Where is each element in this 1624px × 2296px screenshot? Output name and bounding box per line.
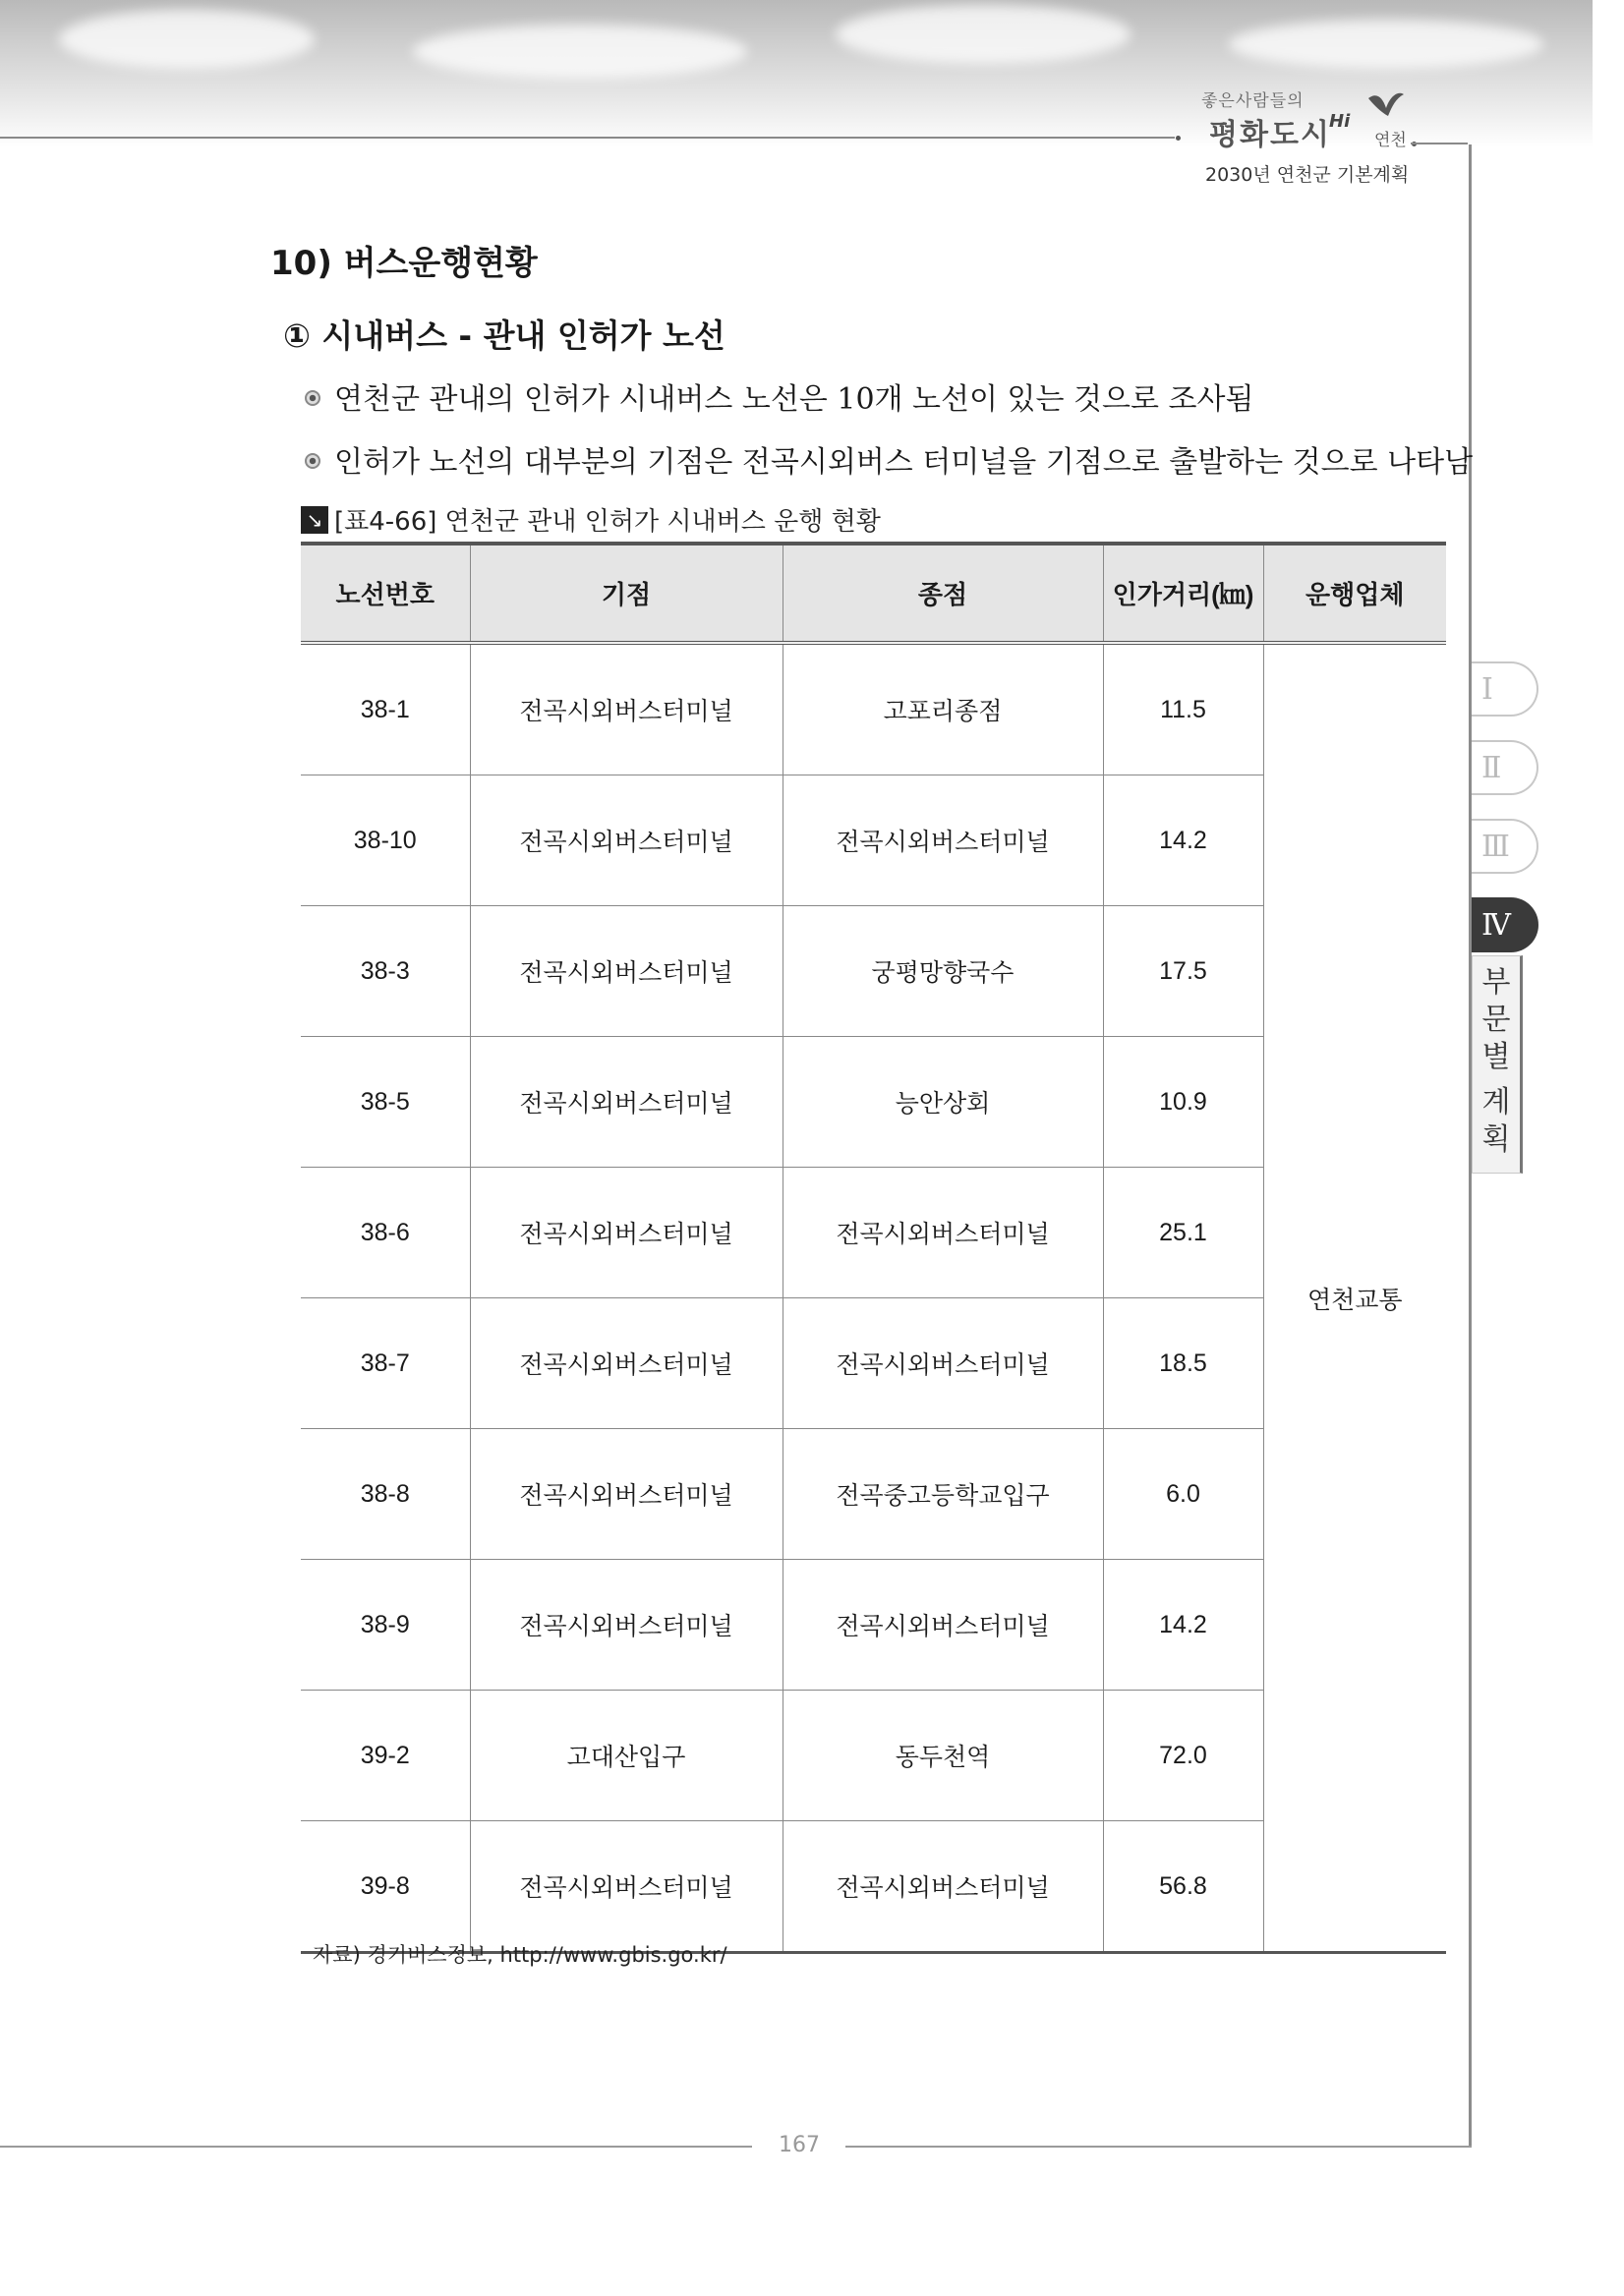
end-point-cell: 전곡시외버스터미널 — [783, 1560, 1103, 1691]
page-number: 167 — [779, 2133, 820, 2157]
end-point-cell: 전곡중고등학교입구 — [783, 1429, 1103, 1560]
bus-route-table — [301, 542, 1446, 1954]
distance-cell: 14.2 — [1103, 775, 1263, 906]
end-point-cell: 고포리종점 — [783, 643, 1103, 775]
arrow-box-icon: ↘ — [301, 506, 328, 534]
end-point-cell: 전곡시외버스터미널 — [783, 1168, 1103, 1298]
start-point-cell: 전곡시외버스터미널 — [470, 1560, 783, 1691]
table-source-note: 자료) 경기버스정보, http://www.gbis.go.kr/ — [313, 1943, 727, 1967]
table-caption-text: [표4-66] 연천군 관내 인허가 시내버스 운행 현황 — [334, 507, 881, 537]
route-number-cell: 39-2 — [301, 1691, 470, 1821]
header-sky-banner — [0, 0, 1593, 147]
end-point-cell: 전곡시외버스터미널 — [783, 1821, 1103, 1953]
side-label-char: 계 — [1481, 1085, 1511, 1119]
bird-icon — [1366, 90, 1406, 120]
distance-cell: 18.5 — [1103, 1298, 1263, 1429]
start-point-cell: 전곡시외버스터미널 — [470, 1037, 783, 1168]
bullet-text: 연천군 관내의 인허가 시내버스 노선은 10개 노선이 있는 것으로 조사됨 — [334, 382, 1254, 417]
bullet-icon — [305, 453, 320, 469]
table-row — [301, 643, 1446, 775]
distance-cell: 17.5 — [1103, 906, 1263, 1037]
route-number-cell: 38-10 — [301, 775, 470, 906]
tab-chapter-1[interactable]: Ⅰ — [1472, 661, 1538, 717]
route-number-cell: 38-7 — [301, 1298, 470, 1429]
route-number-cell: 38-8 — [301, 1429, 470, 1560]
column-header: 노선번호 — [301, 544, 470, 643]
end-point-cell: 궁평망향국수 — [783, 906, 1103, 1037]
chapter-side-label — [1472, 955, 1523, 1174]
distance-cell: 25.1 — [1103, 1168, 1263, 1298]
logo-tagline: 좋은사람들의 — [1201, 91, 1305, 111]
route-number-cell: 38-1 — [301, 643, 470, 775]
start-point-cell: 전곡시외버스터미널 — [470, 643, 783, 775]
side-label-char: 문 — [1481, 1003, 1511, 1037]
side-label-char: 부 — [1481, 965, 1511, 1000]
start-point-cell: 전곡시외버스터미널 — [470, 775, 783, 906]
end-point-cell: 동두천역 — [783, 1691, 1103, 1821]
start-point-cell: 전곡시외버스터미널 — [470, 1168, 783, 1298]
distance-cell: 11.5 — [1103, 643, 1263, 775]
route-number-cell: 39-8 — [301, 1821, 470, 1953]
table-header-row — [301, 544, 1446, 643]
section-title: 10) 버스운행현황 — [270, 244, 538, 283]
header-rule-dot — [1176, 136, 1181, 141]
subsection-title: ① 시내버스 - 관내 인허가 노선 — [283, 316, 725, 355]
end-point-cell: 전곡시외버스터미널 — [783, 1298, 1103, 1429]
start-point-cell: 전곡시외버스터미널 — [470, 1429, 783, 1560]
tab-chapter-4[interactable]: Ⅳ — [1472, 897, 1538, 952]
column-header: 운행업체 — [1263, 544, 1446, 643]
bullet-text: 인허가 노선의 대부분의 기점은 전곡시외버스 터미널을 기점으로 출발하는 것으로 나타남 — [334, 445, 1474, 480]
table-caption — [301, 501, 881, 538]
footer-rule-left — [0, 2146, 752, 2148]
plan-title: 2030년 연천군 기본계획 — [1205, 164, 1410, 186]
bullet-item — [305, 374, 1253, 418]
distance-cell: 72.0 — [1103, 1691, 1263, 1821]
column-header: 기점 — [470, 544, 783, 643]
tab-chapter-2[interactable]: Ⅱ — [1472, 740, 1538, 795]
start-point-cell: 전곡시외버스터미널 — [470, 1298, 783, 1429]
route-number-cell: 38-5 — [301, 1037, 470, 1168]
distance-cell: 14.2 — [1103, 1560, 1263, 1691]
route-number-cell: 38-3 — [301, 906, 470, 1037]
end-point-cell: 능안상회 — [783, 1037, 1103, 1168]
logo-title: 평화도시 — [1209, 118, 1331, 152]
tab-chapter-3[interactable]: Ⅲ — [1472, 819, 1538, 874]
start-point-cell: 전곡시외버스터미널 — [470, 906, 783, 1037]
end-point-cell: 전곡시외버스터미널 — [783, 775, 1103, 906]
distance-cell: 56.8 — [1103, 1821, 1263, 1953]
side-label-char: 별 — [1481, 1040, 1511, 1074]
logo-hi: Hi — [1329, 111, 1351, 132]
start-point-cell: 고대산입구 — [470, 1691, 783, 1821]
column-header: 종점 — [783, 544, 1103, 643]
header-rule — [0, 137, 1175, 139]
route-number-cell: 38-9 — [301, 1560, 470, 1691]
header-rule-right — [1411, 143, 1468, 144]
footer-rule-right — [845, 2146, 1472, 2148]
route-number-cell: 38-6 — [301, 1168, 470, 1298]
distance-cell: 6.0 — [1103, 1429, 1263, 1560]
side-label-char: 획 — [1481, 1122, 1511, 1157]
bullet-item — [305, 437, 1473, 481]
distance-cell: 10.9 — [1103, 1037, 1263, 1168]
bullet-icon — [305, 390, 320, 406]
column-header: 인가거리(㎞) — [1103, 544, 1263, 643]
start-point-cell: 전곡시외버스터미널 — [470, 1821, 783, 1953]
logo-city: 연천 — [1374, 131, 1407, 150]
operator-cell: 연천교통 — [1263, 643, 1446, 1953]
